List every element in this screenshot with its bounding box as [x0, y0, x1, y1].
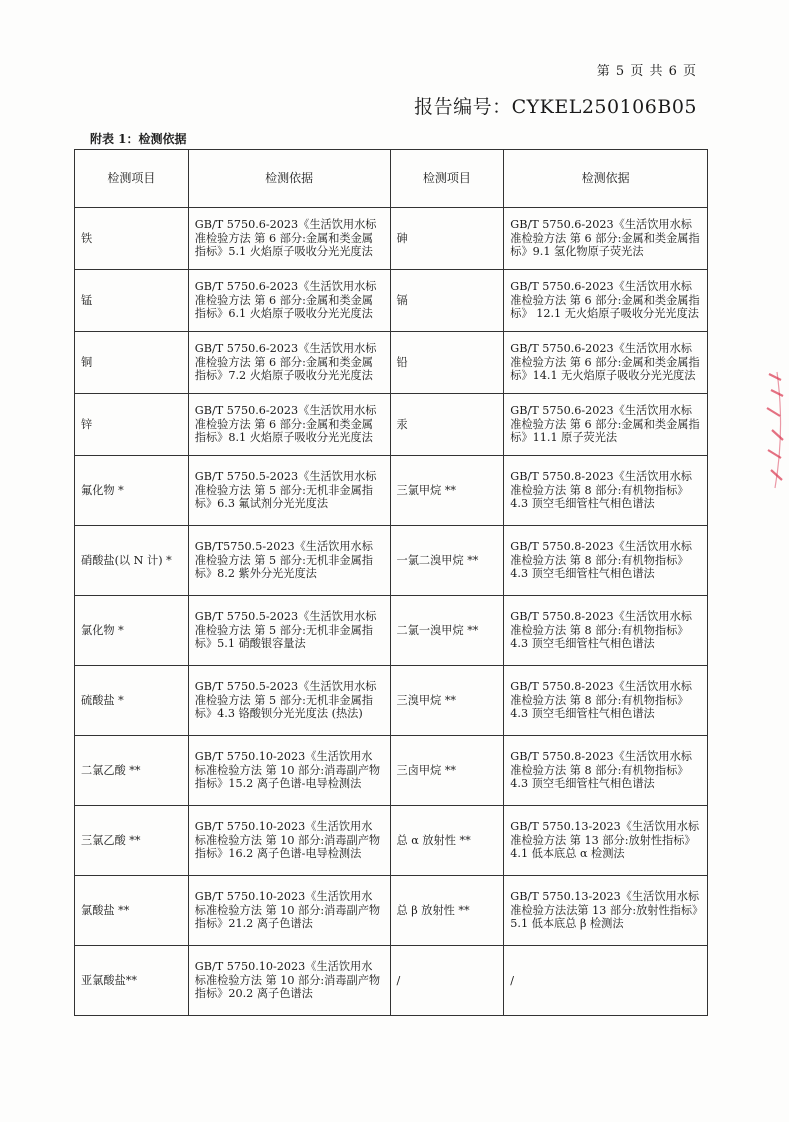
- item-cell: 镉: [390, 270, 504, 332]
- basis-cell: GB/T 5750.10-2023《生活饮用水标准检验方法 第 10 部分:消毒副产物指标》21.2 离子色谱法: [188, 876, 390, 946]
- item-cell: 二氯乙酸 **: [75, 736, 189, 806]
- appendix-title: 附表 1：检测依据: [90, 132, 187, 146]
- header-item-2: 检测项目: [390, 150, 504, 208]
- item-cell: 三氯甲烷 **: [390, 456, 504, 526]
- item-cell: 亚氯酸盐**: [75, 946, 189, 1016]
- table-row: [75, 736, 708, 806]
- table-row: [75, 666, 708, 736]
- table-row: [75, 270, 708, 332]
- basis-cell: GB/T 5750.6-2023《生活饮用水标准检验方法 第 6 部分:金属和类金属指标》14.1 无火焰原子吸收分光光度法: [504, 332, 708, 394]
- item-cell: 三溴甲烷 **: [390, 666, 504, 736]
- basis-cell: GB/T 5750.10-2023《生活饮用水标准检验方法 第 10 部分:消毒副产物指标》15.2 离子色谱-电导检测法: [188, 736, 390, 806]
- detection-basis-table: [74, 149, 708, 1016]
- item-cell: /: [390, 946, 504, 1016]
- basis-cell: GB/T 5750.13-2023《生活饮用水标准检验方法法第 13 部分:放射性指标》5.1 低本底总 β 检测法: [504, 876, 708, 946]
- item-cell: 氯化物 *: [75, 596, 189, 666]
- table-row: [75, 332, 708, 394]
- item-cell: 锌: [75, 394, 189, 456]
- basis-cell: GB/T 5750.8-2023《生活饮用水标准检验方法 第 8 部分:有机物指标》4.3 顶空毛细管柱气相色谱法: [504, 526, 708, 596]
- item-cell: 三卤甲烷 **: [390, 736, 504, 806]
- table-row: [75, 876, 708, 946]
- basis-cell: GB/T 5750.6-2023《生活饮用水标准检验方法 第 6 部分:金属和类金属指标》9.1 氢化物原子荧光法: [504, 208, 708, 270]
- item-cell: 铁: [75, 208, 189, 270]
- table-header-row: [75, 150, 708, 208]
- table-row: [75, 526, 708, 596]
- basis-cell: GB/T 5750.6-2023《生活饮用水标准检验方法 第 6 部分:金属和类金属指标》5.1 火焰原子吸收分光光度法: [188, 208, 390, 270]
- table-row: [75, 394, 708, 456]
- report-number: 报告编号：CYKEL250106B05: [414, 96, 697, 118]
- basis-cell: GB/T 5750.8-2023《生活饮用水标准检验方法 第 8 部分:有机物指标》4.3 顶空毛细管柱气相色谱法: [504, 736, 708, 806]
- item-cell: 氟化物 *: [75, 456, 189, 526]
- basis-cell: GB/T 5750.6-2023《生活饮用水标准检验方法 第 6 部分:金属和类金属指标》11.1 原子荧光法: [504, 394, 708, 456]
- item-cell: 三氯乙酸 **: [75, 806, 189, 876]
- seal-stamp-fragment: [763, 370, 785, 490]
- item-cell: 氯酸盐 **: [75, 876, 189, 946]
- table-row: [75, 806, 708, 876]
- basis-cell: GB/T 5750.5-2023《生活饮用水标准检验方法 第 5 部分:无机非金属指标》4.3 铬酸钡分光光度法 (热法): [188, 666, 390, 736]
- basis-cell: GB/T 5750.6-2023《生活饮用水标准检验方法 第 6 部分:金属和类金属指标》8.1 火焰原子吸收分光光度法: [188, 394, 390, 456]
- header-basis-1: 检测依据: [188, 150, 390, 208]
- item-cell: 二氯一溴甲烷 **: [390, 596, 504, 666]
- table-row: [75, 208, 708, 270]
- item-cell: 锰: [75, 270, 189, 332]
- item-cell: 硝酸盐(以 N 计) *: [75, 526, 189, 596]
- table-row: [75, 946, 708, 1016]
- basis-cell: GB/T 5750.8-2023《生活饮用水标准检验方法 第 8 部分:有机物指标》4.3 顶空毛细管柱气相色谱法: [504, 666, 708, 736]
- header-item-1: 检测项目: [75, 150, 189, 208]
- item-cell: 汞: [390, 394, 504, 456]
- basis-cell: GB/T 5750.6-2023《生活饮用水标准检验方法 第 6 部分:金属和类金属指标》6.1 火焰原子吸收分光光度法: [188, 270, 390, 332]
- basis-cell: GB/T5750.5-2023《生活饮用水标准检验方法 第 5 部分:无机非金属指标》8.2 紫外分光光度法: [188, 526, 390, 596]
- header-basis-2: 检测依据: [504, 150, 708, 208]
- item-cell: 总 β 放射性 **: [390, 876, 504, 946]
- basis-cell: GB/T 5750.8-2023《生活饮用水标准检验方法 第 8 部分:有机物指标》4.3 顶空毛细管柱气相色谱法: [504, 596, 708, 666]
- basis-cell: GB/T 5750.10-2023《生活饮用水标准检验方法 第 10 部分:消毒副产物指标》20.2 离子色谱法: [188, 946, 390, 1016]
- basis-cell: GB/T 5750.6-2023《生活饮用水标准检验方法 第 6 部分:金属和类金属指标》7.2 火焰原子吸收分光光度法: [188, 332, 390, 394]
- item-cell: 总 α 放射性 **: [390, 806, 504, 876]
- basis-cell: GB/T 5750.6-2023《生活饮用水标准检验方法 第 6 部分:金属和类金属指标》 12.1 无火焰原子吸收分光光度法: [504, 270, 708, 332]
- item-cell: 一氯二溴甲烷 **: [390, 526, 504, 596]
- item-cell: 铅: [390, 332, 504, 394]
- basis-cell: GB/T 5750.5-2023《生活饮用水标准检验方法 第 5 部分:无机非金属指标》6.3 氟试剂分光光度法: [188, 456, 390, 526]
- item-cell: 硫酸盐 *: [75, 666, 189, 736]
- basis-cell: /: [504, 946, 708, 1016]
- item-cell: 砷: [390, 208, 504, 270]
- basis-cell: GB/T 5750.8-2023《生活饮用水标准检验方法 第 8 部分:有机物指标》4.3 顶空毛细管柱气相色谱法: [504, 456, 708, 526]
- basis-cell: GB/T 5750.5-2023《生活饮用水标准检验方法 第 5 部分:无机非金属指标》5.1 硝酸银容量法: [188, 596, 390, 666]
- basis-cell: GB/T 5750.10-2023《生活饮用水标准检验方法 第 10 部分:消毒副产物指标》16.2 离子色谱-电导检测法: [188, 806, 390, 876]
- item-cell: 铜: [75, 332, 189, 394]
- page-indicator: 第 5 页 共 6 页: [596, 64, 697, 79]
- table-row: [75, 456, 708, 526]
- table-row: [75, 596, 708, 666]
- basis-cell: GB/T 5750.13-2023《生活饮用水标准检验方法 第 13 部分:放射性指标》4.1 低本底总 α 检测法: [504, 806, 708, 876]
